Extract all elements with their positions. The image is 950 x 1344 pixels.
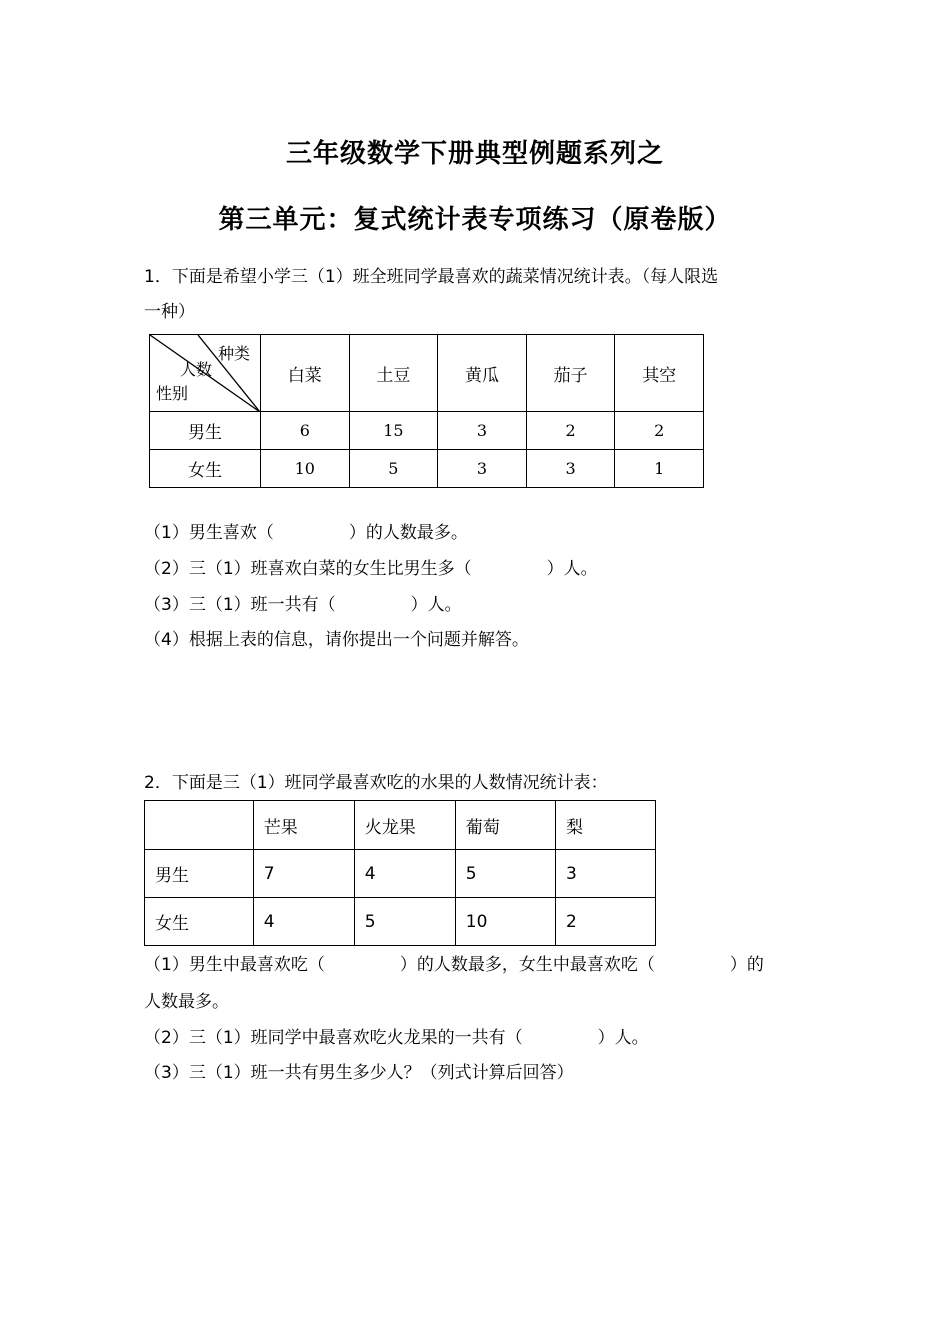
corner-label-gender: 性别 (156, 384, 189, 403)
table-header-row (145, 801, 656, 850)
vegetable-table (149, 334, 704, 488)
row-label: 女生 (145, 898, 254, 946)
q1-intro-line-1: 1．下面是希望小学三（1）班全班同学最喜欢的蔬菜情况统计表。（每人限选 (144, 267, 719, 287)
table-cell: 4 (253, 898, 354, 946)
column-header: 土豆 (349, 335, 438, 412)
table-cell: 2 (555, 898, 655, 946)
table-cell: 5 (455, 850, 555, 898)
table-cell: 7 (253, 850, 354, 898)
table-row (145, 898, 656, 946)
q2-sub-question-2: （2）三（1）班同学中最喜欢吃火龙果的一共有（ ）人。 (144, 1028, 649, 1048)
empty-header-cell (145, 801, 254, 850)
corner-label-count: 人数 (180, 360, 213, 379)
table-cell: 5 (349, 450, 438, 488)
table-cell: 5 (354, 898, 455, 946)
title-line-1: 三年级数学下册典型例题系列之 (285, 139, 664, 169)
column-header: 梨 (555, 801, 655, 850)
q1-sub-question-3: （3）三（1）班一共有（ ）人。 (144, 595, 462, 615)
table-cell: 3 (438, 450, 527, 488)
q2-intro: 2．下面是三（1）班同学最喜欢吃的水果的人数情况统计表： (144, 773, 608, 793)
table-cell: 3 (526, 450, 615, 488)
table-cell: 2 (526, 412, 615, 450)
title-line-2: 第三单元：复式统计表专项练习（原卷版） (218, 205, 732, 235)
row-label: 男生 (145, 850, 254, 898)
diagonal-header-cell (150, 335, 261, 412)
table-row (150, 412, 704, 450)
table-cell: 3 (555, 850, 655, 898)
table-cell: 10 (455, 898, 555, 946)
q1-sub-question-2: （2）三（1）班喜欢白菜的女生比男生多（ ）人。 (144, 559, 598, 579)
table-row (150, 450, 704, 488)
q1-sub-question-4: （4）根据上表的信息，请你提出一个问题并解答。 (144, 630, 529, 650)
row-label: 女生 (150, 450, 261, 488)
table-row (145, 850, 656, 898)
q1-sub-question-1: （1）男生喜欢（ ）的人数最多。 (144, 523, 468, 543)
column-header: 火龙果 (354, 801, 455, 850)
column-header: 白菜 (261, 335, 350, 412)
table-cell: 6 (261, 412, 350, 450)
table-cell: 4 (354, 850, 455, 898)
column-header: 其空 (615, 335, 704, 412)
table-cell: 2 (615, 412, 704, 450)
q2-sub-question-1-cont: 人数最多。 (144, 992, 229, 1012)
q2-sub-question-3: （3）三（1）班一共有男生多少人？（列式计算后回答） (144, 1063, 574, 1083)
row-label: 男生 (150, 412, 261, 450)
column-header: 葡萄 (455, 801, 555, 850)
q2-sub-question-1: （1）男生中最喜欢吃（ ）的人数最多，女生中最喜欢吃（ ）的 (144, 955, 764, 975)
table-header-row (150, 335, 704, 412)
table-cell: 1 (615, 450, 704, 488)
corner-label-kind: 种类 (218, 344, 251, 363)
column-header: 芒果 (253, 801, 354, 850)
q1-intro-line-2: 一种） (144, 302, 195, 322)
table-cell: 3 (438, 412, 527, 450)
table-cell: 10 (261, 450, 350, 488)
column-header: 黄瓜 (438, 335, 527, 412)
table-cell: 15 (349, 412, 438, 450)
fruit-table (144, 800, 656, 946)
column-header: 茄子 (526, 335, 615, 412)
